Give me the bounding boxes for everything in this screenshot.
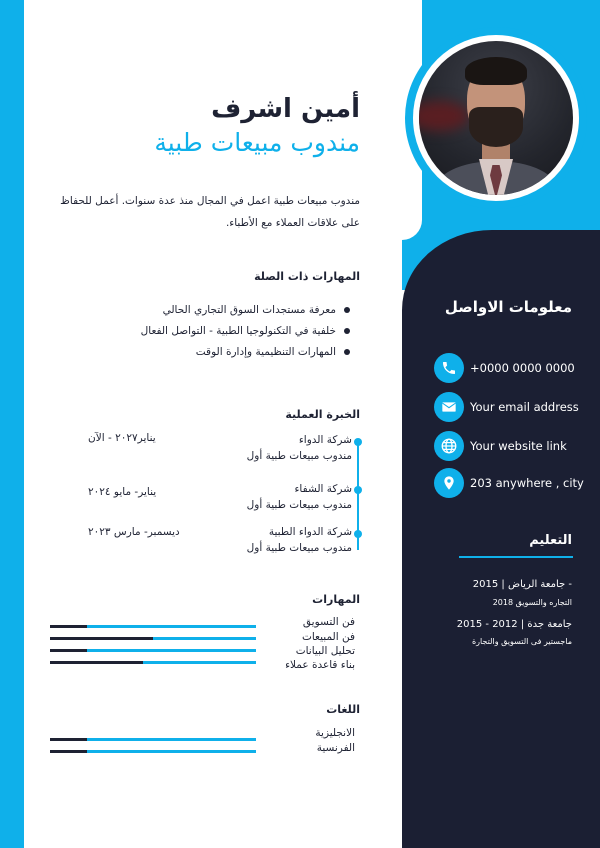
skill-label: فن التسويق <box>302 616 355 628</box>
contact-email <box>434 392 579 422</box>
list-item: معرفة مستجدات السوق التجاري الحالي <box>141 302 350 323</box>
contact-text: 203 anywhere , city <box>470 476 584 490</box>
education-school: جامعة الرياض | 2015 - <box>472 579 572 590</box>
experience-company: شركة الدواء الطبية <box>268 526 352 538</box>
contact-text: Your email address <box>470 400 579 414</box>
contact-text: Your website link <box>470 439 567 453</box>
contact-website <box>434 431 567 461</box>
education-underline <box>459 556 573 558</box>
skill-label: تحليل البيانات <box>295 645 355 657</box>
contact-text: +0000 0000 0000 <box>470 361 575 375</box>
profile-photo <box>419 41 573 195</box>
language-bar <box>50 738 256 741</box>
education-detail: 2018 التجاره والتسويق <box>492 598 572 607</box>
skill-bar <box>50 637 256 640</box>
education-title: التعليم <box>529 533 572 548</box>
experience-company: شركة الشفاء <box>294 483 352 495</box>
language-bar <box>50 750 256 753</box>
phone-icon <box>434 353 464 383</box>
left-accent-bar <box>0 0 24 848</box>
job-title: مندوب مبيعات طبية <box>154 128 360 157</box>
email-icon <box>434 392 464 422</box>
skill-bar <box>50 661 256 664</box>
timeline-dot <box>354 486 362 494</box>
languages-title: اللغات <box>326 703 360 716</box>
timeline-dot <box>354 438 362 446</box>
experience-role: مندوب مبيعات طبية أول <box>246 499 352 511</box>
skill-label: فن المبيعات <box>301 631 355 643</box>
skill-bar <box>50 625 256 628</box>
contact-title: معلومات الاواصل <box>444 298 572 316</box>
person-name: أمين اشرف <box>211 94 360 124</box>
language-label: الفرنسية <box>316 742 355 754</box>
profile-summary: مندوب مبيعات طبية اعمل في المجال منذ عدة سنوات. أعمل للحفاظ على علاقات العملاء مع الأطباء. <box>60 195 360 229</box>
relevant-skills-list <box>141 302 350 365</box>
location-icon <box>434 468 464 498</box>
timeline-dot <box>354 530 362 538</box>
relevant-skills-title: المهارات ذات الصلة <box>254 270 360 283</box>
skill-label: بناء قاعدة عملاء <box>285 659 355 671</box>
profile-photo-frame <box>405 27 587 209</box>
education-detail: ماجستير فى التسويق والتجارة <box>471 637 572 646</box>
experience-date: يناير- مايو ٢٠٢٤ <box>88 486 157 498</box>
experience-title: الخبرة العملية <box>285 408 360 421</box>
experience-date: ديسمبر- مارس ٢٠٢٣ <box>88 526 180 538</box>
experience-date: يناير٢٠٢٧ - الآن <box>88 432 156 444</box>
language-label: الانجليزية <box>315 727 355 739</box>
globe-icon <box>434 431 464 461</box>
experience-role: مندوب مبيعات طبية أول <box>246 542 352 554</box>
skill-bar <box>50 649 256 652</box>
contact-phone <box>434 353 575 383</box>
experience-company: شركة الدواء <box>298 434 352 446</box>
list-item: المهارات التنظيمية وإدارة الوقت <box>141 344 350 365</box>
education-school: جامعة جدة | 2012 - 2015 <box>456 619 572 630</box>
contact-location <box>434 468 584 498</box>
list-item: خلفية في التكنولوجيا الطبية - التواصل الفعال <box>141 323 350 344</box>
skills-title: المهارات <box>312 593 360 606</box>
experience-role: مندوب مبيعات طبية أول <box>246 450 352 462</box>
